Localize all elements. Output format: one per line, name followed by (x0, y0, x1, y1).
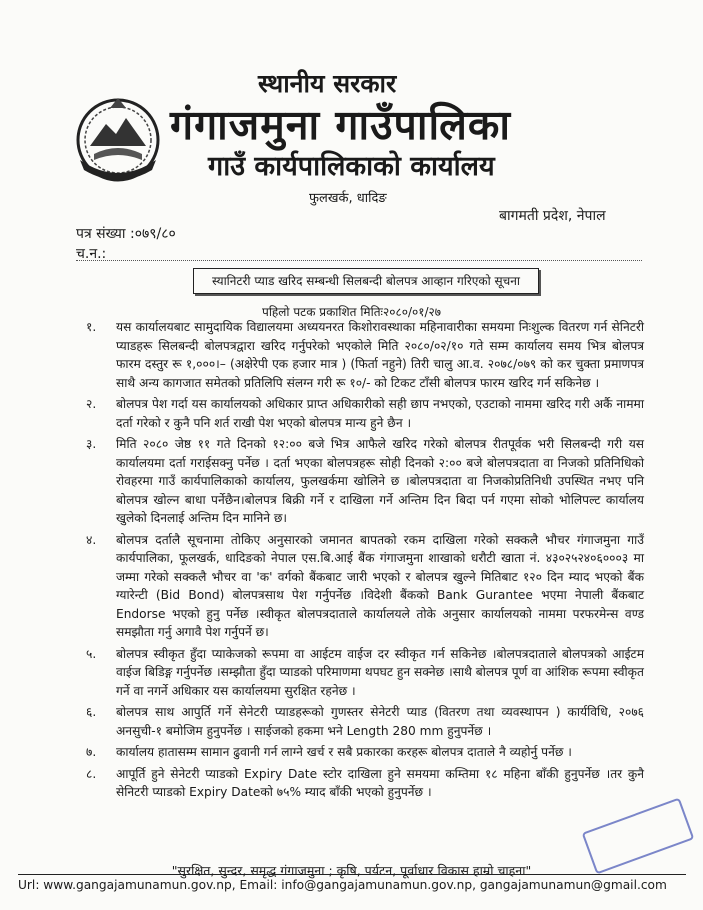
item-number: ३. (86, 437, 97, 451)
notice-item (86, 703, 644, 740)
notice-item (86, 765, 644, 802)
item-text: आपूर्ति हुने सेनेटरी प्याडको Expiry Date स्टोर दाखिला हुने समयमा कम्तिमा १८ महिना बाँकी हुनुपर्नेछ ।तर कुनै सेनिटरी प्याडको Expiry Dateको ७५% म्याद बाँकी भएको हुनुपर्नेछ । (116, 766, 644, 799)
nepal-emblem-icon (66, 90, 170, 188)
item-number: २. (86, 397, 97, 411)
item-text: यस कार्यालयबाट सामुदायिक विद्यालयमा अध्ययनरत किशोरावस्थाका महिनावारीका समयमा निःशुल्क वितरण गर्न सेनिटरी प्याडहरू सिलबन्दी बोलपत्रद्वारा खरिद गर्नुपरेको भएकोले मिति २०८०/०२/१० गते सम्म कार्यालय समय भित्र बोलपत्र फारम दस्तुर रू १,०००।– (अक्षेरेपी एक हजार मात्र ) (फिर्ता नहुने) तिरी चालु आ.व. २०७८/०७९ को कर चुक्ता प्रमाणपत्र साथै अन्य कागजात समेतको प्रतिलिपि संलग्न गरी रू १०/- को टिकट टाँसी बोलपत्र फारम खरिद गर्न सकिनेछ । (116, 320, 644, 390)
publication-date: पहिलो पटक प्रकाशित मितिः२०८०/०१/२७ (262, 305, 441, 319)
notice-item (86, 531, 644, 642)
office-location: फुलखर्क, धादिङ (309, 191, 387, 206)
item-text: मिति २०८० जेष्ठ ११ गते दिनको १२:०० बजे भित्र आफैले खरिद गरेको बोलपत्र रीतपूर्वक भरी सिलबन्दी गरी यस कार्यालयमा दर्ता गराईसक्नु पर्नेछ । दर्ता भएका बोलपत्रहरू सोही दिनको २:०० बजे बोलपत्रदाता वा निजको प्रतिनिधिको रोवहरमा गाउँ कार्यपालिकाको कार्यालय, फुलखर्कमा खोलिने छ ।बोलपत्रदाता वा निजकोप्रतिनिधी उपस्थित नभए पनि बोलपत्र खोल्न बाधा पर्नेछैन।बोलपत्र बिक्री गर्ने र दाखिला गर्ने अन्तिम दिन बिदा पर्न गएमा सोको भोलिपल्ट कार्यालय खुलेको दिनलाई अन्तिम दिन मानिने छ। (116, 437, 644, 525)
notice-item (86, 395, 644, 432)
footer-contact: Url: www.gangajamunamun.gov.np, Email: info@gangajamunamun.gov.np, gangajamunamun@gmail.com (18, 878, 667, 892)
item-number: ५. (86, 646, 97, 661)
item-number: ८. (86, 766, 97, 781)
notice-item (86, 645, 644, 701)
item-number: ७. (86, 745, 97, 759)
item-text: बोलपत्र दर्तालै सूचनामा तोकिए अनुसारको जमानत बापतको रकम दाखिला गरेको सक्कलै भौचर गंगाजमुना गाउँ कार्यपालिका, फूलखर्क, धादिङको नेपाल एस.बि.आई बैंक गंगाजमुना शाखाको धरौटी खाता नं. ४३०२५२४०६०००३ मा जम्मा गरेको सक्कलै भौचर वा 'क' वर्गको बैंकबाट जारी भएको र बोलपत्र खुल्ने मितिबाट १२० दिन म्याद भएको बैंक ग्यारेन्टी (Bid Bond) बोलपत्रसाथ पेश गर्नुपर्नेछ ।विदेशी बैंकको Bank Gurantee भएमा नेपाली बैंकबाट Endorse भएको हुनु पर्नेछ ।स्वीकृत बोलपत्रदाताले कार्यालयले तोके अनुसार कार्यालयको नाममा परफरमेन्स वण्ड समझौता गर्नु अगावै पेश गर्नुपर्ने छ। (116, 532, 644, 639)
item-text: बोलपत्र स्वीकृत हुँदा प्याकेजको रूपमा वा आईटम वाईज दर स्वीकृत गर्न सकिनेछ ।बोलपत्रदाताले बोलपत्रको आईटम वाईज बिडिङ्ग गर्नुपर्नेछ ।सम्झौता हुँदा प्याडको परिमाणमा थपघट हुन सक्नेछ ।साथै बोलपत्र पूर्ण वा आंशिक रूपमा स्वीकृत गर्ने वा नगर्ने अधिकार यस कार्यालयमा सुरक्षित रहनेछ । (116, 646, 644, 698)
office-name: गंगाजमुना गाउँपालिका (170, 101, 511, 149)
item-text: कार्यालय हातासम्म सामान ढुवानी गर्न लाग्ने खर्च र सबै प्रकारका करहरू बोलपत्र दाताले नै व्यहोर्नु पर्नेछ । (116, 745, 572, 759)
item-number: ६. (86, 705, 97, 719)
footer-slogan: "सुरक्षित, सुन्दर, समृद्ध गंगाजमुना ; कृषि, पर्यटन, पूर्वाधार विकास हाम्रो चाहना" (171, 863, 532, 878)
executive-office-title: गाउँ कार्यपालिकाको कार्यालय (208, 151, 495, 182)
notice-item (86, 318, 644, 392)
dispatch-number: च.न.: (76, 246, 107, 262)
notice-title: स्यानिटरी प्याड खरिद सम्बन्धी सिलबन्दी बोलपत्र आव्हान गरिएको सूचना (193, 268, 539, 294)
province-name: बागमती प्रदेश, नेपाल (499, 208, 606, 224)
notice-item (86, 435, 644, 528)
header-divider (76, 260, 642, 261)
item-text: बोलपत्र साथ आपुर्ति गर्ने सेनेटरी प्याडहरूको गुणस्तर सेनेटरी प्याड (वितरण तथा व्यवस्थापन ) कार्यविधि, २०७६ अनसुची-१ बमोजिम हुनुपर्नेछ । साईजको हकमा भने Length 280 mm हुनुपर्नेछ । (116, 705, 644, 738)
notice-items (86, 318, 644, 805)
item-text: बोलपत्र पेश गर्दा यस कार्यालयको अधिकार प्राप्त अधिकारीको सही छाप नभएको, एउटाको नाममा खरिद गरी अर्कै नाममा दर्ता गरेको र कुनै पनि शर्त राखी पेश भएको बोलपत्र मान्य हुने छैन । (116, 397, 644, 430)
letter-number: पत्र संख्या :०७९/८० (76, 226, 176, 242)
government-level: स्थानीय सरकार (258, 69, 397, 98)
item-number: १. (86, 320, 97, 334)
notice-item (86, 743, 644, 762)
footer-divider (18, 874, 686, 875)
item-number: ४. (86, 532, 97, 547)
